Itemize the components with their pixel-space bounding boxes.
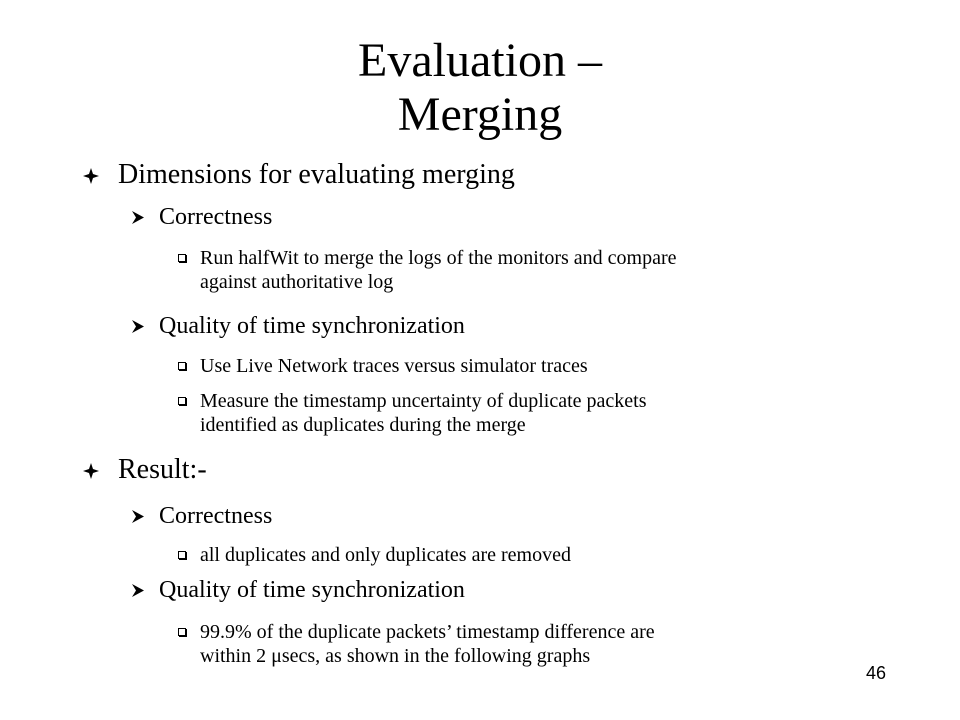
arrowhead-icon (132, 584, 144, 597)
slide-title (0, 34, 960, 142)
bullet-run-halfwit (200, 246, 677, 294)
bullet-text: Quality of time synchronization (159, 313, 465, 339)
bullet-quality-1 (159, 312, 465, 340)
bullet-correctness-2 (159, 502, 272, 530)
bullet-text: Correctness (159, 503, 273, 529)
page-number: 46 (866, 663, 887, 683)
bullet-text: Quality of time synchronization (159, 577, 465, 603)
shadowed-square-icon (178, 628, 186, 636)
diamond-four-point-icon (83, 463, 99, 479)
arrowhead-icon (132, 320, 144, 333)
title-line-2: Merging (397, 88, 563, 141)
bullet-text-line-1: Run halfWit to merge the logs of the monitors and compare (200, 247, 677, 269)
bullet-text: Dimensions for evaluating merging (118, 159, 515, 190)
bullet-text-line-2: against authoritative log (200, 271, 394, 293)
bullet-text: Correctness (159, 204, 273, 230)
bullet-text: all duplicates and only duplicates are removed (200, 544, 571, 566)
shadowed-square-icon (178, 362, 186, 370)
shadowed-square-icon (178, 551, 186, 559)
bullet-text: Use Live Network traces versus simulator traces (200, 355, 588, 377)
shadowed-square-icon (178, 397, 186, 405)
arrowhead-icon (132, 211, 144, 224)
bullet-text-line-1: 99.9% of the duplicate packets’ timestamp difference are (200, 621, 655, 643)
bullet-text-line-1: Measure the timestamp uncertainty of duplicate packets (200, 390, 647, 412)
bullet-correctness-1 (159, 203, 272, 231)
bullet-live-network (200, 354, 588, 378)
diamond-four-point-icon (83, 168, 99, 184)
bullet-percent (200, 620, 655, 668)
bullet-text-line-2: within 2 μsecs, as shown in the following graphs (200, 645, 591, 667)
bullet-dimensions (118, 159, 515, 191)
shadowed-square-icon (178, 254, 186, 262)
bullet-quality-2 (159, 576, 465, 604)
bullet-duplicates-removed (200, 543, 571, 567)
bullet-text-line-2: identified as duplicates during the merge (200, 414, 526, 436)
title-line-1: Evaluation – (358, 34, 602, 87)
bullet-result (118, 454, 207, 486)
bullet-measure (200, 389, 647, 437)
bullet-text: Result:- (118, 454, 207, 485)
arrowhead-icon (132, 510, 144, 523)
